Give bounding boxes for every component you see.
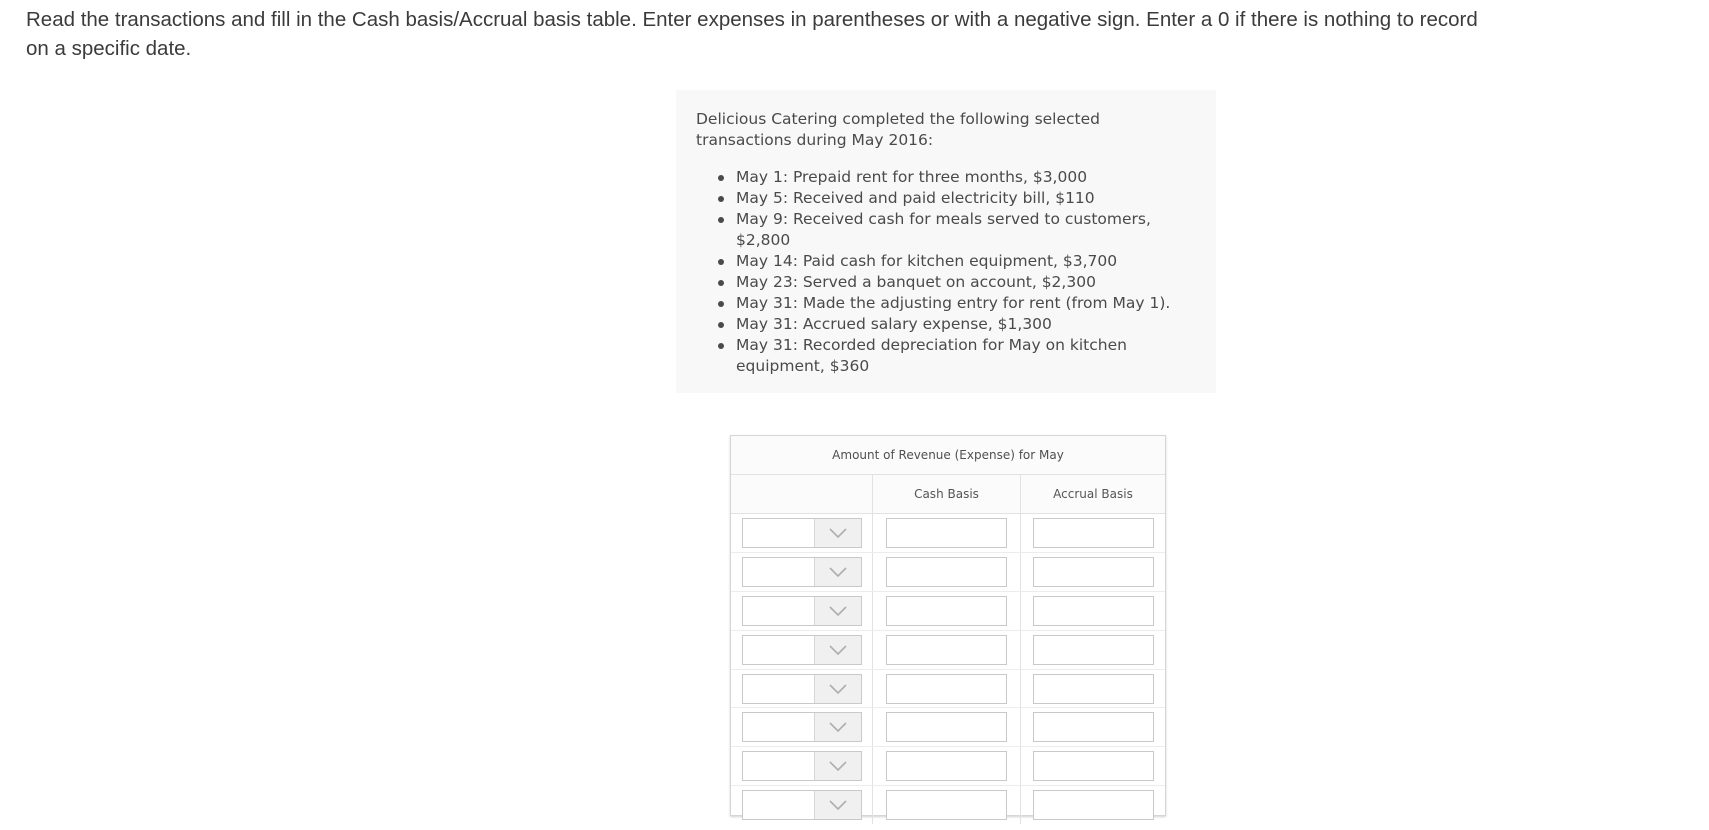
list-item: May 31: Made the adjusting entry for rent (from May 1). (736, 293, 1196, 314)
date-select-value (743, 675, 814, 703)
transactions-panel (676, 90, 1216, 393)
date-select-value (743, 752, 814, 780)
chevron-down-icon[interactable] (814, 519, 861, 547)
table-row (731, 786, 1165, 824)
date-select[interactable] (742, 674, 862, 704)
column-header-accrual-basis: Accrual Basis (1053, 487, 1133, 501)
cash-basis-input[interactable] (886, 557, 1007, 587)
accrual-basis-input[interactable] (1033, 751, 1154, 781)
list-item: May 5: Received and paid electricity bill, $110 (736, 188, 1196, 209)
date-select-value (743, 713, 814, 741)
date-select[interactable] (742, 635, 862, 665)
cash-basis-input[interactable] (886, 674, 1007, 704)
date-select[interactable] (742, 557, 862, 587)
accrual-basis-input[interactable] (1033, 790, 1154, 820)
accrual-basis-input[interactable] (1033, 635, 1154, 665)
list-item: May 9: Received cash for meals served to customers, $2,800 (736, 209, 1196, 251)
revenue-expense-table (730, 435, 1166, 816)
transaction-list (696, 167, 1196, 377)
column-header-cash-basis: Cash Basis (873, 475, 1021, 513)
panel-intro: Delicious Catering completed the following selected transactions during May 2016: (696, 110, 1100, 149)
date-select-value (743, 791, 814, 819)
table-row (731, 708, 1165, 747)
accrual-basis-input[interactable] (1033, 712, 1154, 742)
accrual-basis-input[interactable] (1033, 596, 1154, 626)
date-select[interactable] (742, 712, 862, 742)
list-item: May 23: Served a banquet on account, $2,300 (736, 272, 1196, 293)
table-title: Amount of Revenue (Expense) for May (731, 436, 1165, 475)
chevron-down-icon[interactable] (814, 597, 861, 625)
cash-basis-input[interactable] (886, 596, 1007, 626)
chevron-down-icon[interactable] (814, 752, 861, 780)
cash-basis-input[interactable] (886, 518, 1007, 548)
date-select-value (743, 636, 814, 664)
date-select[interactable] (742, 790, 862, 820)
date-select-value (743, 597, 814, 625)
list-item: May 31: Recorded depreciation for May on kitchen equipment, $360 (736, 335, 1196, 377)
accrual-basis-input[interactable] (1033, 557, 1154, 587)
chevron-down-icon[interactable] (814, 558, 861, 586)
instructions-text: Read the transactions and fill in the Cash basis/Accrual basis table. Enter expenses in parentheses or with a negative sign. Enter a 0 if there is nothing to record on a specific date. (26, 8, 1478, 60)
column-header-date (731, 475, 873, 513)
accrual-basis-input[interactable] (1033, 518, 1154, 548)
column-header-row (731, 475, 1165, 514)
table-row (731, 670, 1165, 709)
table-row (731, 631, 1165, 670)
list-item: May 31: Accrued salary expense, $1,300 (736, 314, 1196, 335)
accrual-basis-input[interactable] (1033, 674, 1154, 704)
date-select[interactable] (742, 518, 862, 548)
date-select[interactable] (742, 596, 862, 626)
date-select-value (743, 519, 814, 547)
date-select[interactable] (742, 751, 862, 781)
table-row (731, 747, 1165, 786)
cash-basis-input[interactable] (886, 712, 1007, 742)
chevron-down-icon[interactable] (814, 791, 861, 819)
table-body (731, 514, 1165, 824)
cash-basis-input[interactable] (886, 751, 1007, 781)
chevron-down-icon[interactable] (814, 713, 861, 741)
cash-basis-input[interactable] (886, 790, 1007, 820)
chevron-down-icon[interactable] (814, 675, 861, 703)
table-row (731, 592, 1165, 631)
chevron-down-icon[interactable] (814, 636, 861, 664)
list-item: May 14: Paid cash for kitchen equipment, $3,700 (736, 251, 1196, 272)
list-item: May 1: Prepaid rent for three months, $3,000 (736, 167, 1196, 188)
table-row (731, 553, 1165, 592)
cash-basis-input[interactable] (886, 635, 1007, 665)
date-select-value (743, 558, 814, 586)
table-row (731, 514, 1165, 553)
